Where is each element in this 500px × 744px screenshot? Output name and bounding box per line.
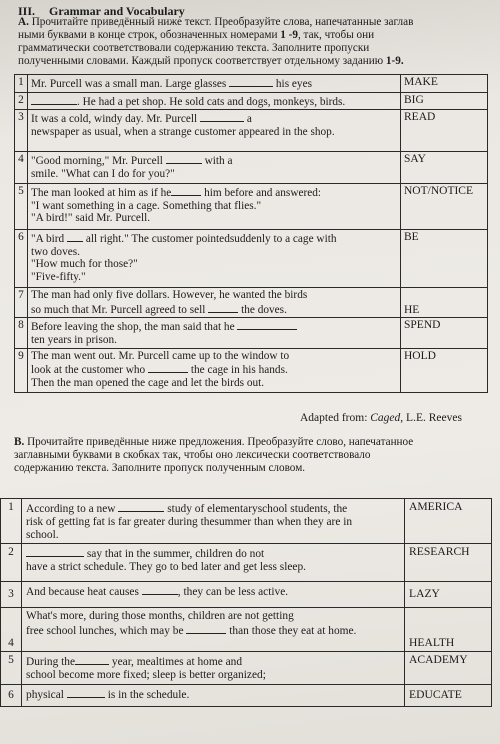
instr-line: содержанию текста. Заполните пропуск полученным словом.: [14, 462, 306, 474]
row-number: 1: [1, 499, 22, 544]
row-text: [22, 499, 405, 544]
row-text: [28, 318, 401, 348]
answer-blank[interactable]: [186, 623, 226, 634]
source-credit: [300, 412, 462, 424]
text: smile. "What can I do for you?": [31, 167, 175, 180]
answer-blank[interactable]: [208, 302, 238, 313]
key-word: MAKE: [401, 75, 488, 93]
text: so much that Mr. Purcell agreed to sell: [31, 303, 206, 316]
text: look at the customer who: [31, 364, 146, 377]
text: . He had a pet shop. He sold cats and dogs, monkeys, birds.: [77, 95, 346, 108]
table-row: [1, 652, 492, 685]
row-number: 2: [1, 544, 22, 582]
row-text: [22, 652, 405, 685]
key-word: HE: [401, 288, 488, 318]
table-row: [15, 92, 488, 110]
text: Mr. Purcell was a small man. Large glasses: [31, 78, 227, 90]
key-word: SAY: [401, 152, 488, 184]
text: his eyes: [275, 78, 312, 90]
text: school become more fixed; sleep is better organized;: [26, 669, 266, 682]
table-row: [15, 110, 488, 152]
row-number: 8: [15, 318, 28, 348]
key-word: BIG: [401, 92, 488, 110]
credit-prefix: Adapted from:: [300, 412, 371, 424]
table-row: [15, 230, 488, 288]
table-row: [15, 152, 488, 184]
text: with a: [204, 155, 233, 168]
answer-blank[interactable]: [142, 584, 178, 595]
row-number: 2: [15, 92, 28, 110]
answer-blank[interactable]: [148, 362, 188, 373]
text: is in the schedule.: [107, 688, 190, 701]
row-number: 6: [15, 230, 28, 288]
text: Before leaving the shop, the man said that he: [31, 321, 235, 334]
row-number: 4: [1, 608, 22, 652]
table-row: [15, 318, 488, 348]
key-word: EDUCATE: [405, 684, 492, 706]
row-text: [28, 288, 401, 318]
row-text: [28, 152, 401, 184]
credit-author: , L.E. Reeves: [400, 412, 462, 424]
key-word: HEALTH: [405, 608, 492, 652]
text: say that in the summer, children do not: [86, 548, 265, 561]
table-row: [1, 499, 492, 544]
key-word: ACADEMY: [405, 652, 492, 685]
row-text: [22, 684, 405, 706]
table-row: [1, 684, 492, 706]
row-number: 6: [1, 684, 22, 706]
text: him before and answered:: [204, 187, 322, 200]
text: The man went out. Mr. Purcell came up to the window to: [31, 349, 290, 362]
text: study of elementaryschool students, the: [167, 503, 348, 515]
text: And because heat causes: [26, 586, 139, 599]
row-text: [28, 75, 401, 93]
table-row: [15, 184, 488, 230]
instr-line: грамматически соответствовали содержанию текста. Заполните пропуски: [18, 42, 370, 54]
text: During the: [26, 656, 76, 669]
answer-blank[interactable]: [31, 94, 77, 105]
text: "A bird!" said Mr. Purcell.: [31, 212, 151, 225]
text: "I want something in a cage. Something that flies.": [31, 199, 262, 212]
row-number: 3: [1, 582, 22, 608]
text: a: [246, 113, 252, 126]
text: The man had only five dollars. However, he wanted the birds: [31, 289, 308, 302]
answer-blank[interactable]: [67, 687, 105, 698]
section-b-table: [0, 498, 492, 707]
credit-title: Caged: [370, 412, 401, 424]
table-row: [15, 288, 488, 318]
key-word: BE: [401, 230, 488, 288]
row-text: [22, 608, 405, 652]
row-text: [28, 348, 401, 392]
text: The man looked at him as if he: [31, 187, 172, 200]
table-row: [1, 608, 492, 652]
row-number: 7: [15, 288, 28, 318]
text: physical: [26, 688, 64, 701]
answer-blank[interactable]: [118, 501, 164, 512]
text: newspaper as usual, when a strange customer appeared in the shop.: [31, 125, 335, 138]
row-text: [28, 110, 401, 152]
text: Then the man opened the cage and let the birds out.: [31, 376, 265, 389]
row-number: 5: [1, 652, 22, 685]
answer-blank[interactable]: [200, 111, 244, 122]
row-number: 5: [15, 184, 28, 230]
answer-blank[interactable]: [229, 76, 273, 87]
table-row: [1, 544, 492, 582]
text: "A bird: [31, 233, 65, 246]
table-row: [1, 582, 492, 608]
key-word: RESEARCH: [405, 544, 492, 582]
text: two doves.: [31, 245, 80, 258]
row-number: 9: [15, 348, 28, 392]
section-b-label: B.: [14, 436, 25, 448]
text: school.: [26, 528, 59, 541]
key-word: HOLD: [401, 348, 488, 392]
text: the doves.: [241, 303, 287, 316]
section-b-instructions: [14, 436, 488, 475]
row-text: [28, 230, 401, 288]
text: "Five-fifty.": [31, 270, 86, 283]
section-a-instructions: [18, 16, 488, 68]
instr-line: ными буквами в конце строк, обозначенных номерами: [18, 29, 281, 41]
text: have a strict schedule. They go to bed later and get less sleep.: [26, 561, 307, 574]
answer-blank[interactable]: [75, 654, 109, 665]
text: the cage in his hands.: [190, 364, 288, 377]
text: What's more, during those months, children are not getting: [26, 610, 294, 623]
answer-blank[interactable]: [171, 185, 201, 196]
section-a-table: [14, 74, 488, 393]
text: than those they eat at home.: [229, 625, 357, 638]
section-title: Grammar and Vocabulary: [49, 4, 185, 18]
text: According to a new: [26, 503, 116, 515]
table-row: [15, 348, 488, 392]
row-number: 4: [15, 152, 28, 184]
row-number: 3: [15, 110, 28, 152]
table-row: [15, 75, 488, 93]
text: "How much for those?": [31, 258, 138, 271]
row-text: [28, 184, 401, 230]
section-a-label: A.: [18, 16, 29, 28]
key-word: NOT/NOTICE: [401, 184, 488, 230]
text: "Good morning," Mr. Purcell: [31, 155, 163, 168]
answer-blank[interactable]: [166, 153, 202, 164]
answer-blank[interactable]: [26, 546, 84, 557]
instr-range: 1 -9: [280, 29, 298, 41]
text: It was a cold, windy day. Mr. Purcell: [31, 113, 198, 126]
answer-blank[interactable]: [67, 231, 83, 242]
text: , they can be less active.: [177, 586, 289, 599]
key-word: READ: [401, 110, 488, 152]
key-word: SPEND: [401, 318, 488, 348]
instr-range: 1-9.: [385, 55, 404, 67]
text: year, mealtimes at home and: [111, 656, 243, 669]
instr-line: Прочитайте приведённые ниже предложения. Преобразуйте слово, напечатанное: [27, 436, 414, 448]
instr-line: полученными словами. Каждый пропуск соответствует отдельному заданию: [18, 55, 386, 67]
key-word: AMERICA: [405, 499, 492, 544]
text: ten years in prison.: [31, 333, 117, 346]
text: risk of getting fat is far greater during thesummer than when they are in: [26, 515, 353, 528]
row-number: 1: [15, 75, 28, 93]
instr-line: Прочитайте приведённый ниже текст. Преобразуйте слова, напечатанные заглав: [31, 16, 414, 28]
key-word: LAZY: [405, 582, 492, 608]
section-number: III.: [18, 4, 36, 18]
row-text: [22, 544, 405, 582]
row-text: [22, 582, 405, 608]
instr-line: заглавными буквами в скобках так, чтобы оно лексически соответствовало: [14, 449, 371, 461]
instr-line: , так, чтобы они: [297, 29, 375, 41]
text: free school lunches, which may be: [26, 625, 184, 638]
row-text: [28, 92, 401, 110]
answer-blank[interactable]: [237, 319, 297, 330]
text: all right." The customer pointedsuddenly to a cage with: [85, 233, 337, 246]
